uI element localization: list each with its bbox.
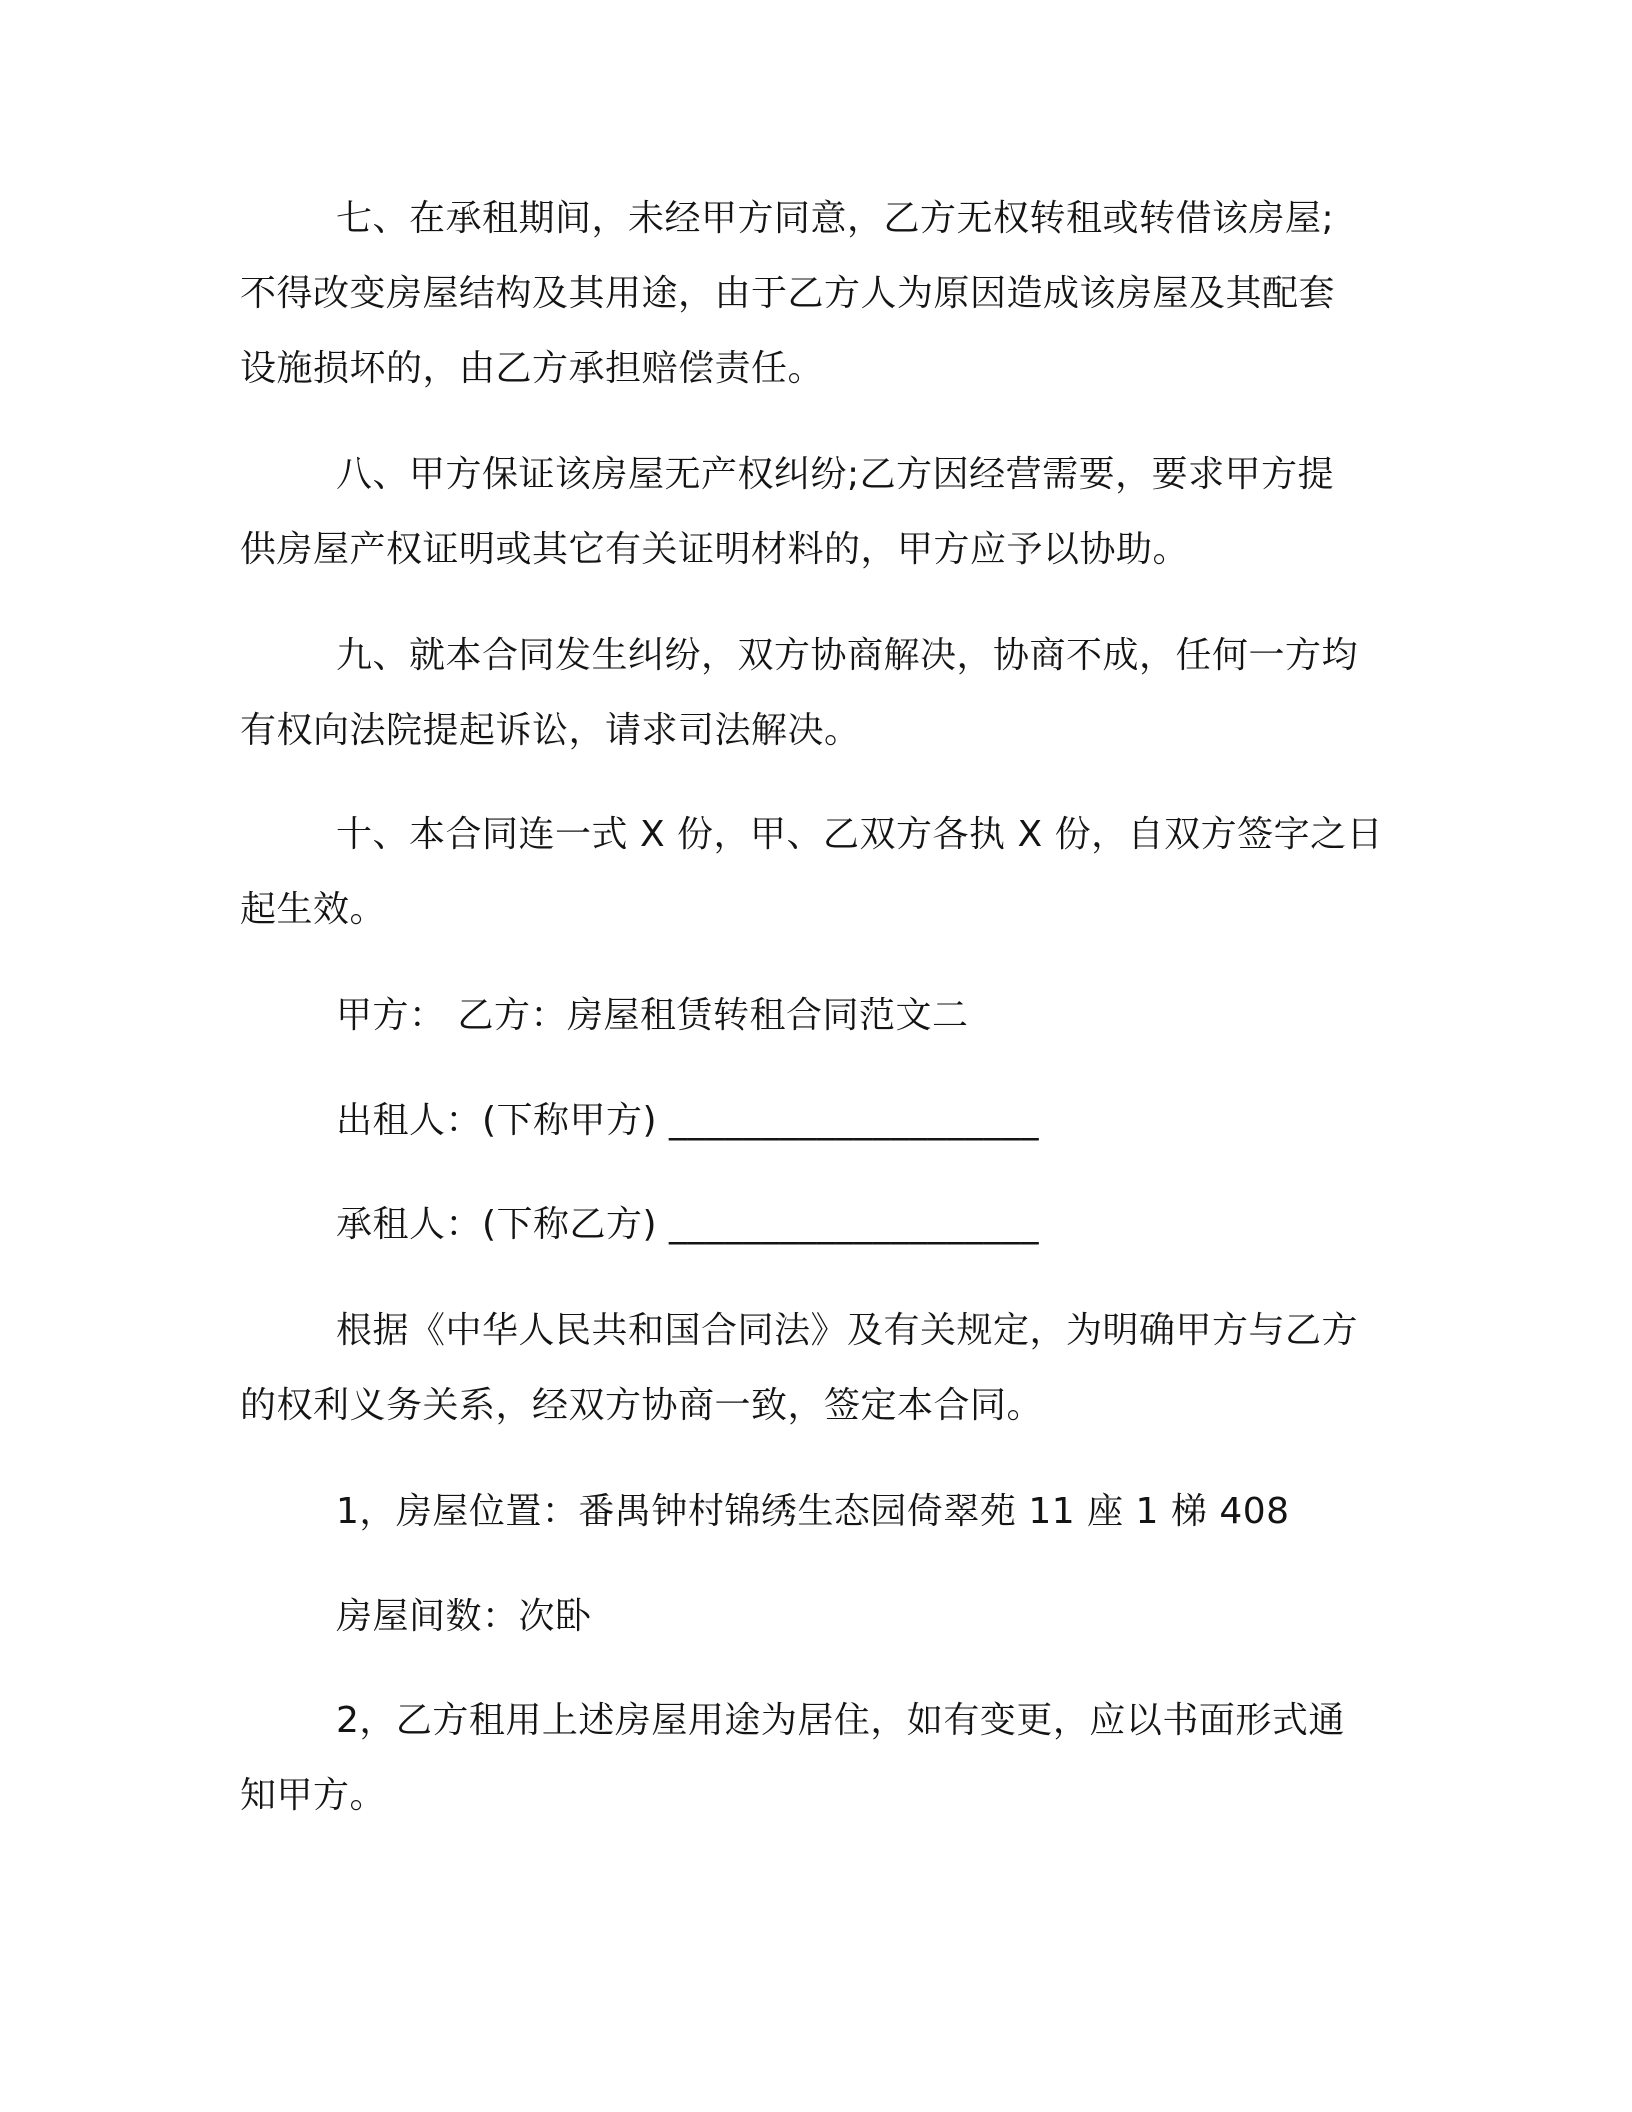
clause-7-line-2: 不得改变房屋结构及其用途，由于乙方人为原因造成该房屋及其配套 <box>240 273 1336 314</box>
item-2-line-2: 知甲方。 <box>240 1775 387 1816</box>
item-1-location: 1，房屋位置：番禺钟村锦绣生态园倚翠苑 11 座 1 梯 408 <box>336 1491 1290 1532</box>
clause-9-line-1: 九、就本合同发生纠纷，双方协商解决，协商不成，任何一方均 <box>336 635 1359 676</box>
room-count: 房屋间数：次卧 <box>336 1596 592 1637</box>
clause-9-line-2: 有权向法院提起诉讼，请求司法解决。 <box>240 710 861 751</box>
item-2-line-1: 2，乙方租用上述房屋用途为居住，如有变更，应以书面形式通 <box>336 1700 1345 1741</box>
clause-8-line-2: 供房屋产权证明或其它有关证明材料的，甲方应予以协助。 <box>240 529 1190 570</box>
clause-8-line-1: 八、甲方保证该房屋无产权纠纷;乙方因经营需要，要求甲方提 <box>336 454 1335 495</box>
clause-7-line-3: 设施损坏的，由乙方承担赔偿责任。 <box>240 348 825 389</box>
preamble-line-2: 的权利义务关系，经双方协商一致，签定本合同。 <box>240 1385 1044 1426</box>
clause-10-line-2: 起生效。 <box>240 889 387 930</box>
parties-title: 甲方： 乙方：房屋租赁转租合同范文二 <box>336 995 969 1036</box>
lessor-line: 出租人：(下称甲方) ____________________ <box>336 1100 1040 1141</box>
preamble-line-1: 根据《中华人民共和国合同法》及有关规定，为明确甲方与乙方 <box>336 1310 1359 1351</box>
clause-10-line-1: 十、本合同连一式 X 份，甲、乙双方各执 X 份，自双方签字之日 <box>336 814 1384 855</box>
lessee-line: 承租人：(下称乙方) ____________________ <box>336 1204 1040 1245</box>
clause-7-line-1: 七、在承租期间，未经甲方同意，乙方无权转租或转借该房屋; <box>336 198 1335 239</box>
